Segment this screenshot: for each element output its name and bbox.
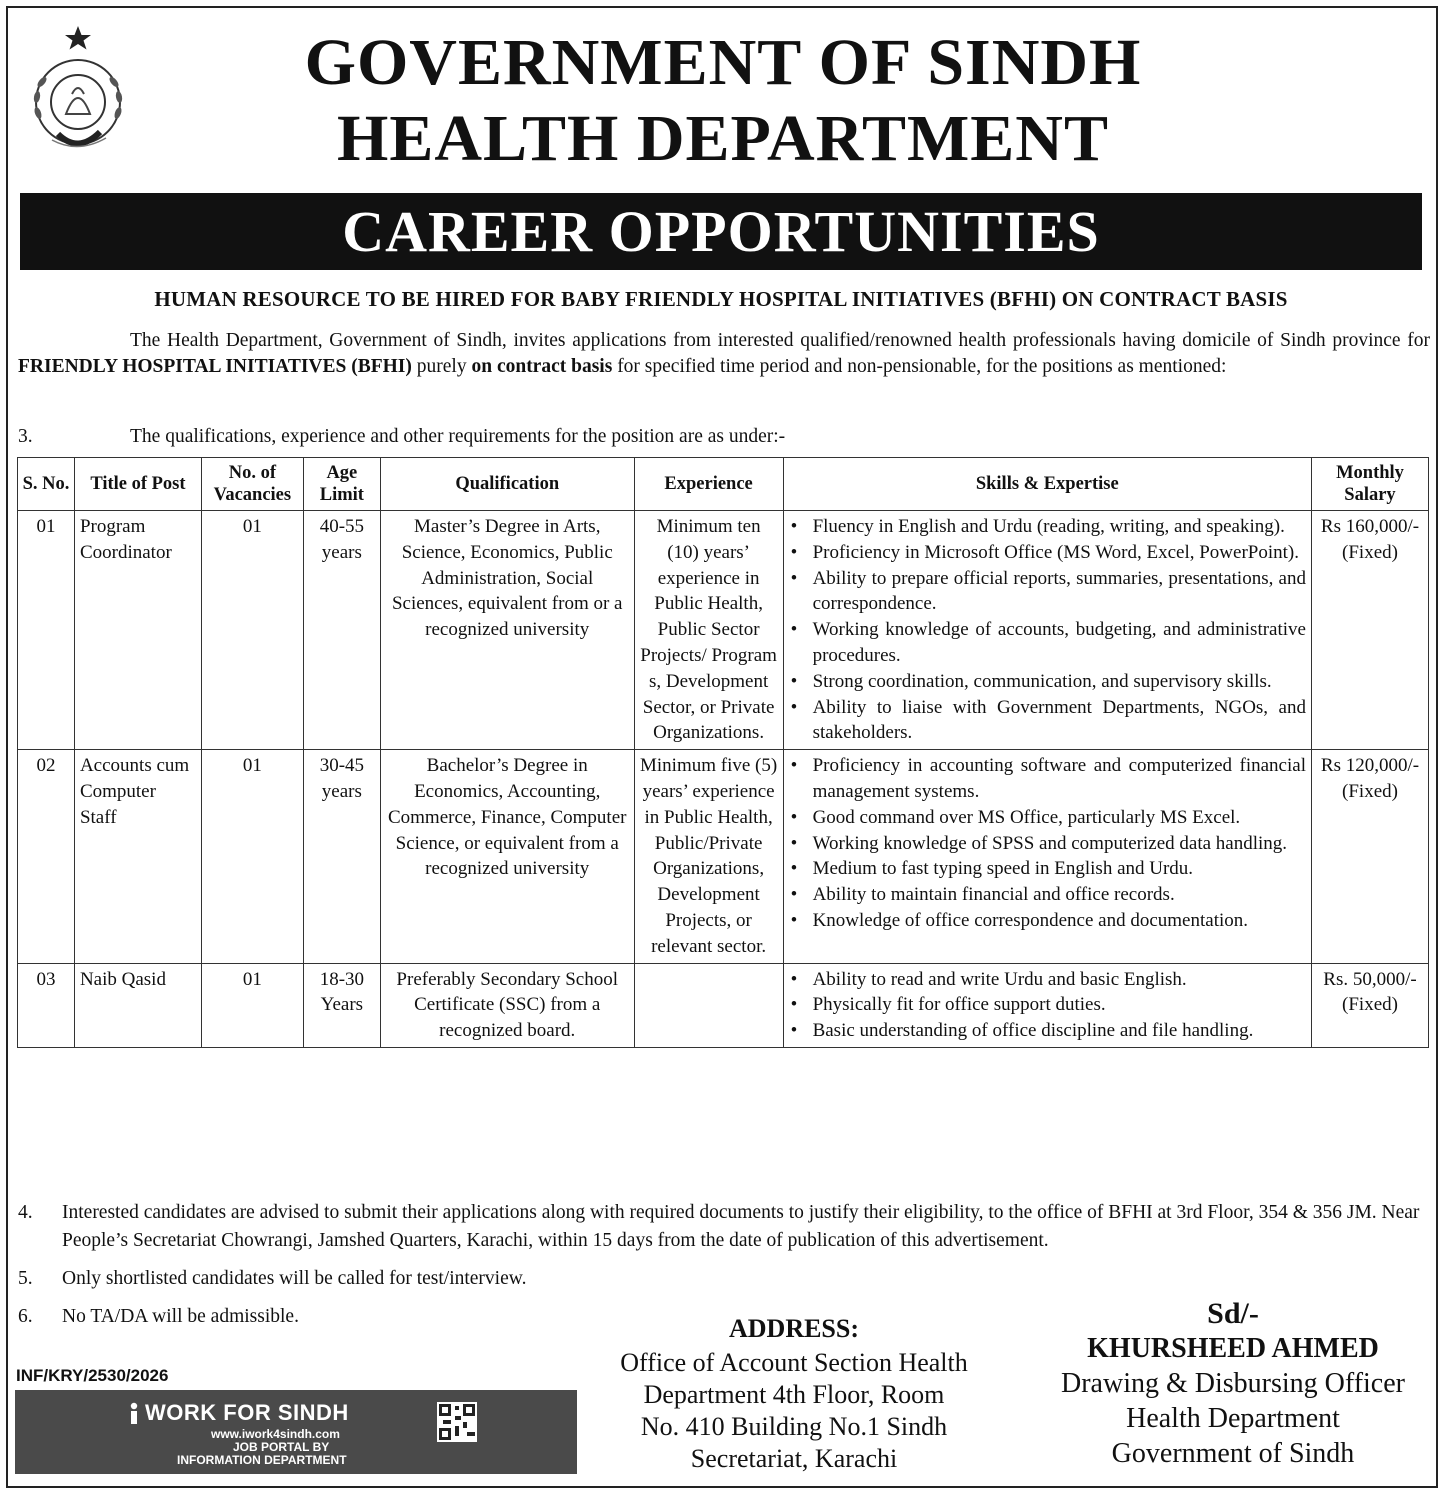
table-row	[18, 963, 1429, 1047]
header-salary: Monthly Salary	[1311, 458, 1428, 511]
cell-skills	[783, 750, 1311, 963]
skill-item: • Ability to liaise with Government Departments, NGOs, and stakeholders.	[813, 695, 1306, 747]
intro-part-1: The Health Department, Government of Sindh, invites applications from interested qualified/renowned health professionals having domicile of Sindh province for	[130, 330, 1430, 351]
cell-vacancies: 01	[201, 511, 303, 750]
note-text: Interested candidates are advised to submit their applications along with required documents to justify their eligibility, to the office of BFHI at 3rd Floor, 354 & 356 JM. Near People’s Secretariat Chowrangi, Jamshed Quarters, Karachi, within 15 days from the date of publication of this advertisement.	[62, 1202, 1420, 1251]
cell-qualification: Master’s Degree in Arts, Science, Economics, Public Administration, Social Sciences, equivalent from or a recognized university	[380, 511, 634, 750]
positions-table	[17, 457, 1429, 1048]
cell-title: Accounts cum Computer Staff	[74, 750, 201, 963]
skill-item: • Proficiency in accounting software and computerized financial management systems.	[813, 753, 1306, 805]
cell-qualification: Preferably Secondary School Certificate (SSC) from a recognized board.	[380, 963, 634, 1047]
cell-experience: Minimum five (5) years’ experience in Public Health, Public/Private Organizations, Development Projects, or relevant sector.	[634, 750, 783, 963]
subheading: HUMAN RESOURCE TO BE HIRED FOR BABY FRIENDLY HOSPITAL INITIATIVES (BFHI) ON CONTRACT BASIS	[154, 287, 1288, 311]
cell-sno: 03	[18, 963, 75, 1047]
header-skills: Skills & Expertise	[783, 458, 1311, 511]
cell-salary: Rs 160,000/- (Fixed)	[1311, 511, 1428, 750]
portal-line-1: JOB PORTAL BY	[233, 1440, 330, 1454]
signatory-name: KHURSHEED AHMED	[1087, 1333, 1379, 1364]
skill-item: • Ability to prepare official reports, summaries, presentations, and correspondence.	[813, 566, 1306, 618]
i-logo-icon	[127, 1402, 141, 1424]
signatory-line: Government of Sindh	[1111, 1438, 1355, 1469]
skill-item: • Fluency in English and Urdu (reading, writing, and speaking).	[813, 514, 1306, 540]
intro-part-3: for specified time period and non-pensionable, for the positions as mentioned:	[612, 356, 1227, 377]
note-number: 6.	[18, 1306, 33, 1327]
table-header-row	[18, 458, 1429, 511]
cell-title: Naib Qasid	[74, 963, 201, 1047]
skill-item: • Good command over MS Office, particularly MS Excel.	[813, 805, 1306, 831]
intro-bold-1: FRIENDLY HOSPITAL INITIATIVES (BFHI)	[18, 356, 412, 377]
skill-item: • Working knowledge of SPSS and computerized data handling.	[813, 831, 1306, 857]
address-heading: ADDRESS:	[728, 1314, 860, 1343]
cell-skills	[783, 511, 1311, 750]
skill-item: • Ability to read and write Urdu and basic English.	[813, 967, 1306, 993]
career-banner: CAREER OPPORTUNITIES	[20, 193, 1422, 270]
cell-experience	[634, 963, 783, 1047]
header-line-2: HEALTH DEPARTMENT	[337, 102, 1109, 175]
qr-code-icon	[437, 1402, 477, 1442]
header-line-1: GOVERNMENT OF SINDH	[304, 26, 1142, 99]
cell-sno: 01	[18, 511, 75, 750]
cell-vacancies: 01	[201, 963, 303, 1047]
skill-item: • Ability to maintain financial and office records.	[813, 882, 1306, 908]
skill-item: • Proficiency in Microsoft Office (MS Word, Excel, PowerPoint).	[813, 540, 1306, 566]
cell-sno: 02	[18, 750, 75, 963]
paragraph-3-number: 3.	[18, 426, 33, 447]
intro-bold-2: on contract basis	[471, 356, 613, 377]
skill-item: • Strong coordination, communication, and supervisory skills.	[813, 669, 1306, 695]
note-text: No TA/DA will be admissible.	[62, 1306, 299, 1327]
portal-brand: WORK FOR SINDH	[145, 1400, 349, 1425]
cell-age: 40-55 years	[303, 511, 380, 750]
cell-salary: Rs 120,000/- (Fixed)	[1311, 750, 1428, 963]
address-line: Secretariat, Karachi	[690, 1444, 898, 1473]
table-row	[18, 750, 1429, 963]
table-row	[18, 511, 1429, 750]
cell-skills	[783, 963, 1311, 1047]
cell-salary: Rs. 50,000/- (Fixed)	[1311, 963, 1428, 1047]
header-experience: Experience	[634, 458, 783, 511]
sindh-emblem-icon	[22, 22, 134, 157]
skill-item: • Medium to fast typing speed in English and Urdu.	[813, 856, 1306, 882]
header-qualification: Qualification	[380, 458, 634, 511]
signatory-line: Drawing & Disbursing Officer	[1061, 1368, 1405, 1399]
paragraph-3	[18, 426, 785, 448]
skill-item: • Working knowledge of accounts, budgeting, and administrative procedures.	[813, 617, 1306, 669]
cell-age: 18-30 Years	[303, 963, 380, 1047]
note-text: Only shortlisted candidates will be called for test/interview.	[62, 1268, 527, 1289]
cell-age: 30-45 years	[303, 750, 380, 963]
skill-item: • Basic understanding of office discipline and file handling.	[813, 1018, 1306, 1044]
address-line: Office of Account Section Health	[620, 1348, 968, 1377]
intro-part-2: purely	[411, 356, 472, 377]
portal-url: www.iwork4sindh.com	[211, 1427, 340, 1441]
job-portal-banner	[15, 1390, 577, 1474]
cell-vacancies: 01	[201, 750, 303, 963]
skill-item: • Knowledge of office correspondence and documentation.	[813, 908, 1306, 934]
address-block	[588, 1313, 1000, 1475]
header-title: Title of Post	[74, 458, 201, 511]
skill-item: • Physically fit for office support duties.	[813, 992, 1306, 1018]
header-age: Age Limit	[303, 458, 380, 511]
list-item	[18, 1199, 1430, 1255]
signature-block	[1026, 1296, 1440, 1471]
signature-mark: Sd/-	[1207, 1297, 1259, 1330]
header-vacancies: No. of Vacancies	[201, 458, 303, 511]
list-item	[18, 1265, 1430, 1293]
signatory-line: Health Department	[1126, 1403, 1340, 1434]
address-line: No. 410 Building No.1 Sindh	[640, 1412, 948, 1441]
note-number: 5.	[18, 1268, 33, 1289]
note-number: 4.	[18, 1202, 33, 1223]
paragraph-3-text: The qualifications, experience and other requirements for the position are as under:-	[130, 426, 786, 447]
cell-experience: Minimum ten (10) years’ experience in Public Health, Public Sector Projects/ Program s, Development Sector, or Private Organizations.	[634, 511, 783, 750]
reference-number: INF/KRY/2530/2026	[16, 1366, 169, 1385]
cell-qualification: Bachelor’s Degree in Economics, Accounting, Commerce, Finance, Computer Science, or equivalent from a recognized university	[380, 750, 634, 963]
header-sno: S. No.	[18, 458, 75, 511]
portal-line-2: INFORMATION DEPARTMENT	[177, 1453, 347, 1467]
address-line: Department 4th Floor, Room	[643, 1380, 945, 1409]
cell-title: Program Coordinator	[74, 511, 201, 750]
intro-paragraph	[18, 328, 1430, 380]
